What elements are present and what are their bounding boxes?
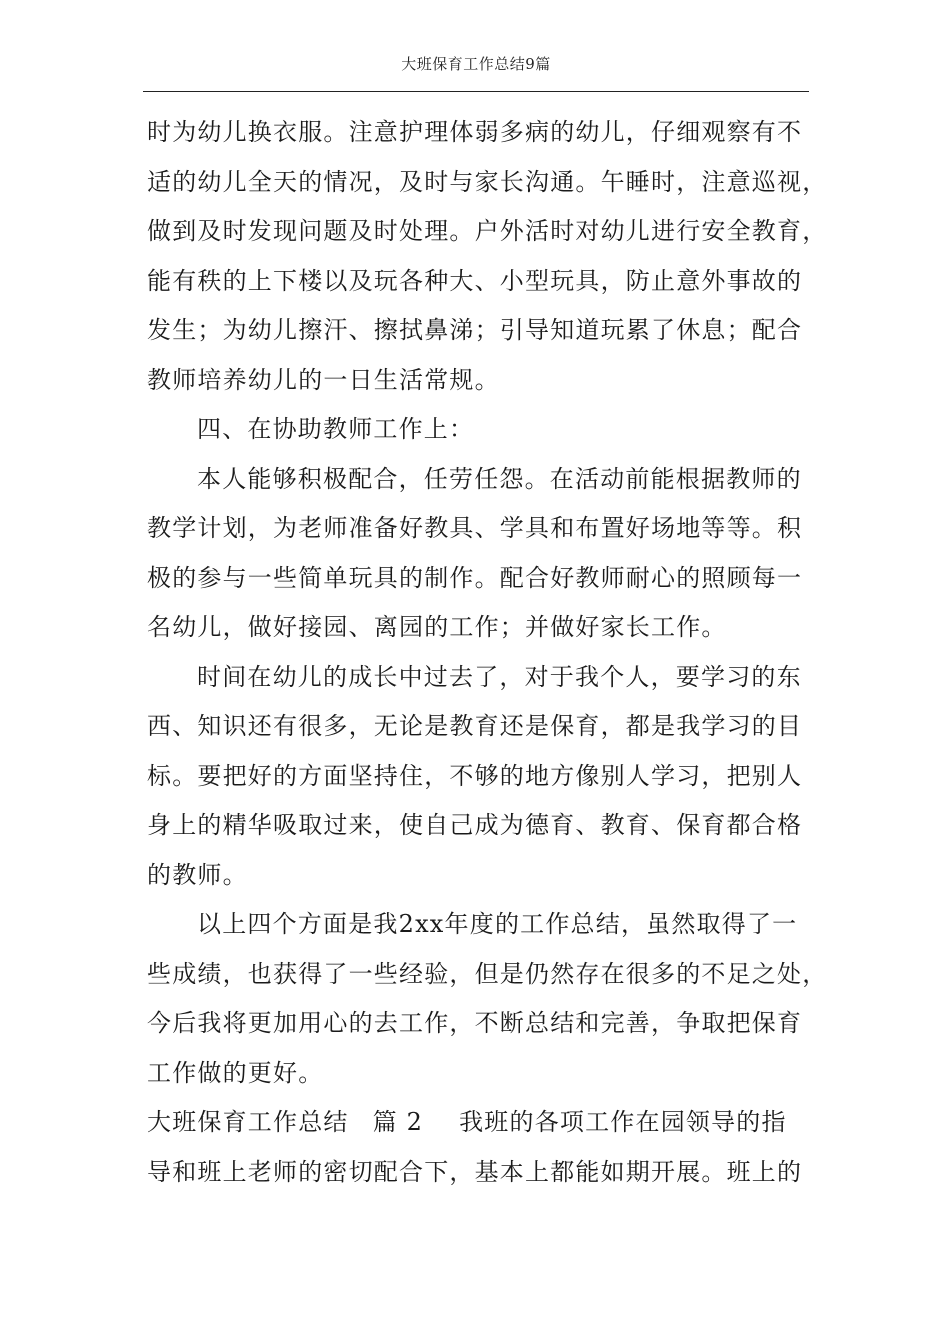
paragraph-line: 发生；为幼儿擦汗、擦拭鼻涕；引导知道玩累了休息；配合 [147,316,803,344]
paragraph-line: 本人能够积极配合，任劳任怨。在活动前能根据教师的 [197,464,802,493]
paragraph-line: 工作做的更好。 [147,1058,324,1087]
paragraph-line: 极的参与一些简单玩具的制作。配合好教师耐心的照顾每一 [147,563,803,592]
paragraph-line: 身上的精华吸取过来，使自己成为德育、教育、保育都合格 [147,811,803,839]
section-heading: 四、在协助教师工作上： [197,415,475,443]
paragraph-line: 些成绩，也获得了一些经验，但是仍然存在很多的不足之处， [147,959,828,988]
section-2-heading-line [147,1098,809,1148]
header-divider [143,91,809,92]
paragraph-line: 以上四个方面是我2xx年度的工作总结，虽然取得了一 [197,910,798,938]
paragraph-line: 时间在幼儿的成长中过去了，对于我个人，要学习的东 [197,662,802,691]
paragraph-line: 适的幼儿全天的情况，及时与家长沟通。午睡时，注意巡视， [147,167,828,196]
paragraph-line: 名幼儿，做好接园、离园的工作；并做好家长工作。 [147,613,727,641]
page-header-title: 大班保育工作总结9篇 [401,55,551,73]
paragraph-line: 能有秩的上下楼以及玩各种大、小型玩具，防止意外事故的 [147,266,803,295]
paragraph-line: 时为幼儿换衣服。注意护理体弱多病的幼儿，仔细观察有不 [147,118,803,146]
paragraph-line: 的教师。 [147,860,248,889]
paragraph-line: 导和班上老师的密切配合下，基本上都能如期开展。班上的 [147,1157,803,1186]
section-2-title: 大班保育工作总结 [147,1108,349,1136]
paragraph-line: 教师培养幼儿的一日生活常规。 [147,365,500,394]
section-2-label: 篇 2 [372,1108,424,1136]
section-2-first-text: 我班的各项工作在园领导的指 [459,1108,787,1136]
paragraph-line: 做到及时发现问题及时处理。户外活时对幼儿进行安全教育， [147,217,828,245]
document-body [147,108,828,1197]
paragraph-line: 标。要把好的方面坚持住，不够的地方像别人学习，把别人 [147,761,803,790]
paragraph-line: 教学计划，为老师准备好教具、学具和布置好场地等等。积 [147,514,803,542]
paragraph-line: 西、知识还有很多，无论是教育还是保育，都是我学习的目 [147,712,803,740]
paragraph-line: 今后我将更加用心的去工作，不断总结和完善，争取把保育 [147,1009,803,1037]
